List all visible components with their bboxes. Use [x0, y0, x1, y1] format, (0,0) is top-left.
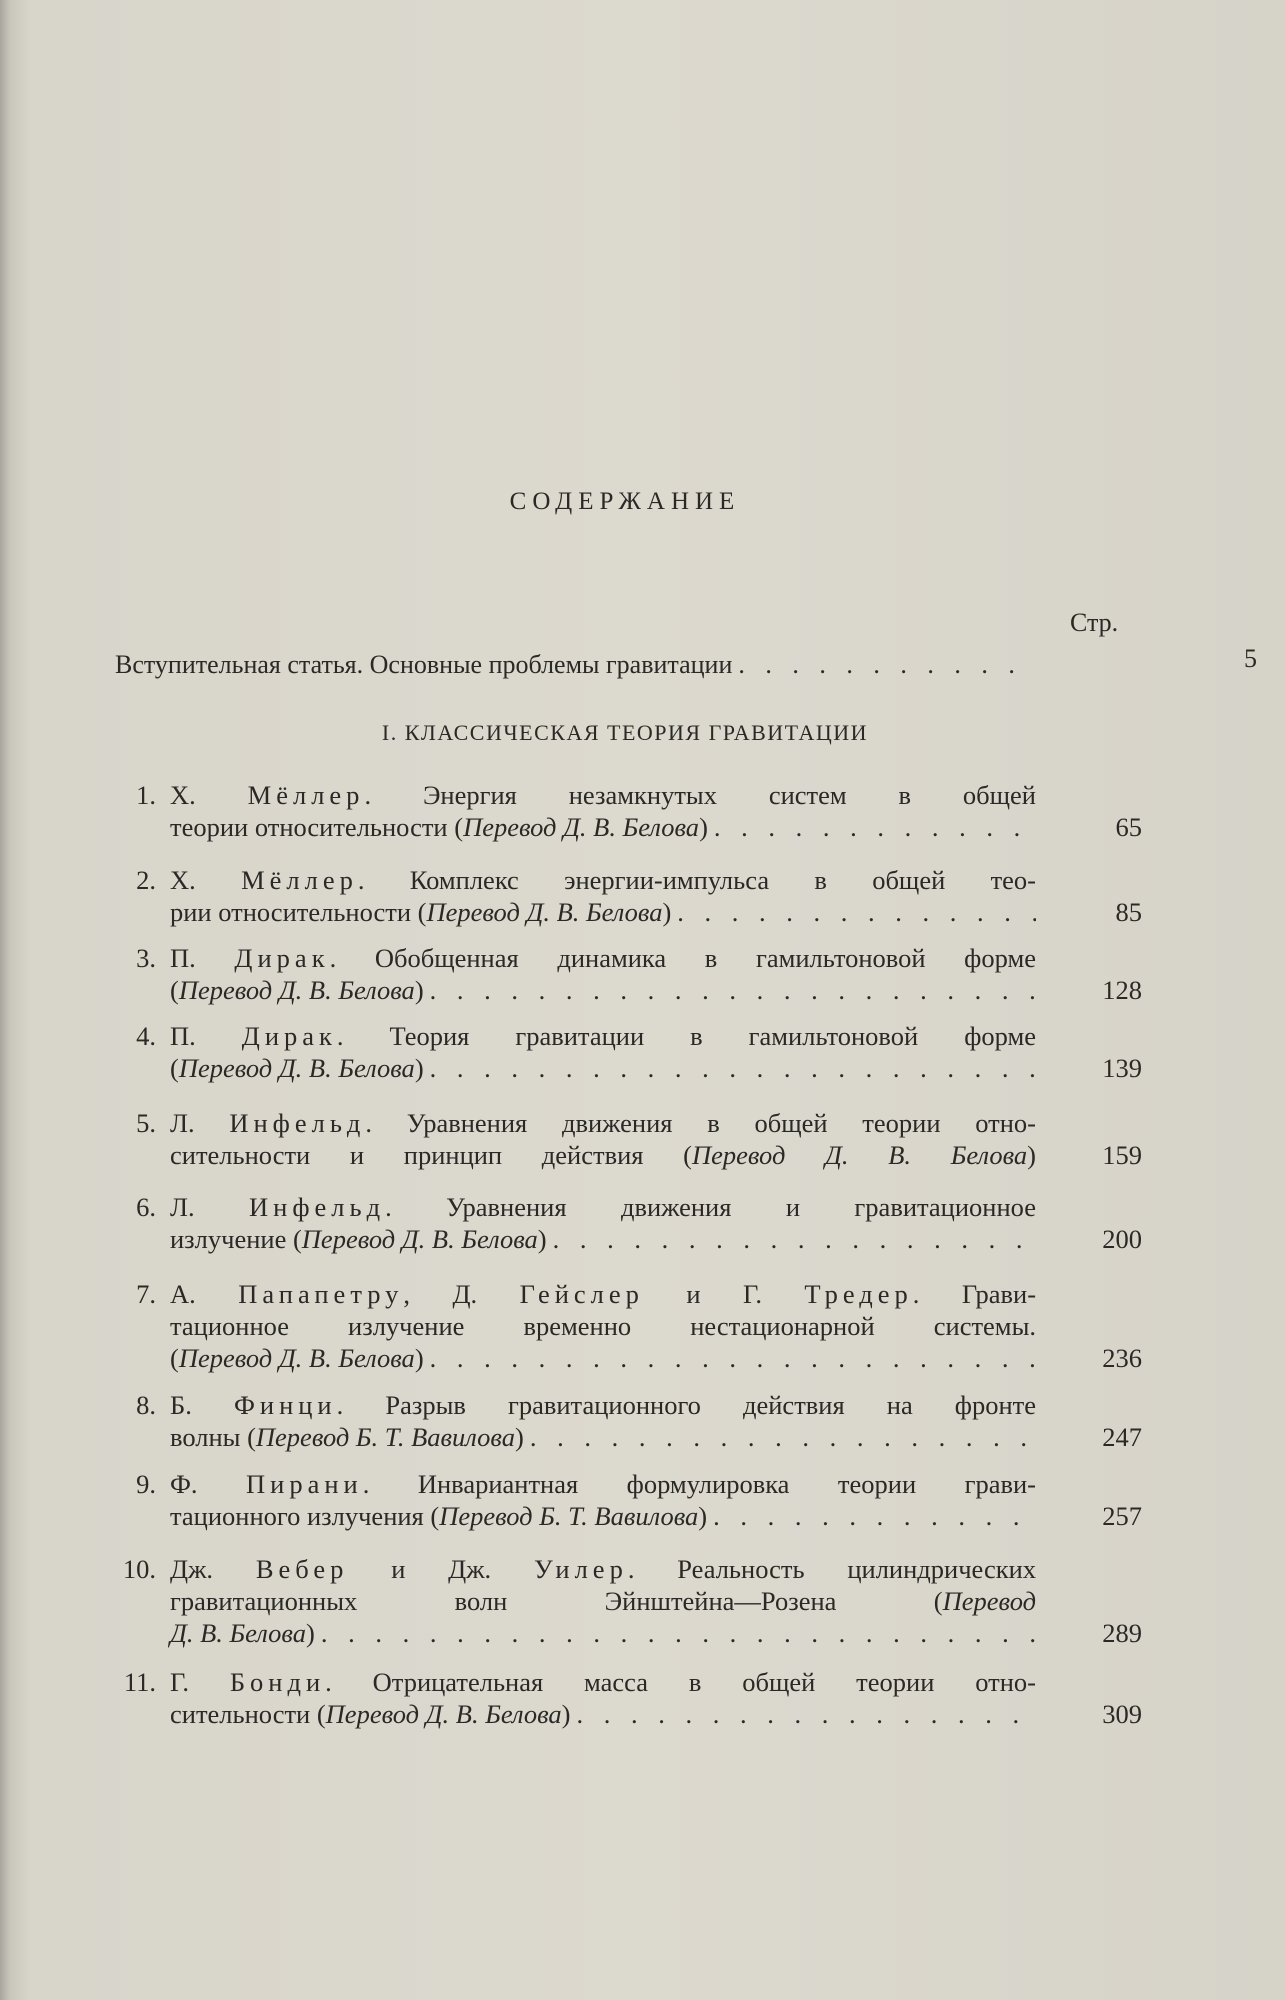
entry-text — [170, 1666, 1036, 1730]
author-name: Дирак — [241, 1021, 337, 1051]
entry-text-segment: ) — [305, 1618, 315, 1648]
entry-text — [170, 864, 1036, 928]
entry-number: 2. — [136, 865, 156, 895]
entry-text-segment: П. — [170, 1021, 242, 1051]
dot-leader — [738, 648, 1035, 682]
entry-number: 3. — [136, 943, 156, 973]
dot-leader — [321, 1617, 1036, 1649]
translator-note: Перевод Д. В. Белова — [325, 1699, 562, 1729]
entry-text — [170, 1553, 1036, 1649]
entry-text-segment: и Дж. — [348, 1554, 534, 1584]
entry-text-segment: излучение ( — [170, 1224, 302, 1254]
entry-text-segment: ( — [170, 975, 179, 1005]
entry-text-segment: тационного излучения ( — [170, 1501, 440, 1531]
entry-line — [170, 1191, 1036, 1223]
page-number: 236 — [1102, 1343, 1142, 1373]
entry-line — [170, 1278, 1036, 1310]
entry-text — [170, 942, 1036, 1006]
entry-text-segment: ) — [515, 1422, 524, 1452]
entry-text-segment: Л. — [170, 1108, 230, 1138]
entry-line — [170, 1223, 1036, 1255]
entry-text-segment: ) — [537, 1224, 547, 1254]
entry-line — [170, 896, 1036, 928]
page-number: 5 — [1244, 644, 1257, 673]
dot-leader — [713, 1500, 1036, 1532]
dot-leader — [430, 1342, 1036, 1374]
entry-text-segment: . Реальность цилиндрических — [627, 1554, 1037, 1584]
entry-line — [170, 942, 1036, 974]
author-name: Гейслер — [519, 1279, 644, 1309]
entry-text-segment: ) — [1027, 1140, 1036, 1170]
entry-text-segment: П. — [170, 943, 235, 973]
entry-text — [170, 1278, 1036, 1374]
entry-line — [170, 1421, 1036, 1453]
entry-line — [170, 1500, 1036, 1532]
entry-line — [170, 811, 1036, 843]
translator-note: Перевод Д. В. Белова — [178, 975, 415, 1005]
entry-number: 1. — [136, 780, 156, 810]
entry-text-segment: Х. — [170, 865, 242, 895]
entry-line — [170, 1468, 1036, 1500]
page-number: 309 — [1102, 1699, 1142, 1729]
translator-note: Перевод Д. В. Белова — [178, 1053, 415, 1083]
author-name: Финци — [233, 1390, 337, 1420]
entry-text-segment: ) — [662, 897, 672, 927]
entry-text-segment: гравитационных волн Эйнштейна—Розена ( — [170, 1586, 943, 1616]
entry-line — [170, 1139, 1036, 1171]
author-name: Бонди — [229, 1667, 326, 1697]
entry-text-segment: , Д. — [403, 1279, 520, 1309]
entry-text — [170, 1468, 1036, 1532]
entry-text-segment: . Уравнения движения и гравитационное — [385, 1192, 1036, 1222]
entry-line — [170, 1389, 1036, 1421]
entry-text — [170, 1020, 1036, 1084]
entry-number: 5. — [136, 1108, 156, 1138]
entry-number: 10. — [122, 1554, 156, 1584]
entry-text-segment: ( — [170, 1343, 179, 1373]
dot-leader — [576, 1698, 1036, 1730]
entry-text-segment: ) — [561, 1699, 571, 1729]
translator-note: Перевод Б. Т. Вавилова — [255, 1422, 515, 1452]
entry-text-segment: . Отрицательная масса в общей теории отно- — [325, 1667, 1036, 1697]
translator-note: Перевод Б. Т. Вавилова — [439, 1501, 699, 1531]
entry-text-segment: Дж. — [170, 1554, 256, 1584]
dot-leader — [677, 896, 1036, 928]
intro-title: Вступительная статья. Основные проблемы гравитации — [115, 650, 733, 679]
translator-note: Перевод — [942, 1586, 1036, 1616]
entry-number: 9. — [136, 1469, 156, 1499]
page-number: 247 — [1102, 1422, 1142, 1452]
entry-number: 7. — [136, 1279, 156, 1309]
dot-leader — [714, 811, 1036, 843]
entry-text-segment: ) — [414, 1053, 424, 1083]
author-name: Тредер — [804, 1279, 913, 1309]
entry-number: 6. — [136, 1192, 156, 1222]
entry-line — [170, 1585, 1036, 1617]
dot-leader — [553, 1223, 1036, 1255]
entry-text-segment: ) — [414, 975, 424, 1005]
author-name: Мёллер — [241, 865, 358, 895]
entry-text-segment: теории относительности ( — [170, 812, 464, 842]
entry-text-segment: сительности ( — [170, 1699, 326, 1729]
entry-line — [170, 779, 1036, 811]
page-title: СОДЕРЖАНИЕ — [509, 488, 741, 515]
entry-text-segment: Б. — [170, 1390, 234, 1420]
page-number: 257 — [1102, 1501, 1142, 1531]
entry-line — [170, 1310, 1036, 1342]
entry-text-segment: . Уравнения движения в общей теории отно- — [365, 1108, 1036, 1138]
entry-line — [170, 1698, 1036, 1730]
page-number: 159 — [1102, 1140, 1142, 1170]
page-number: 200 — [1102, 1224, 1142, 1254]
entry-line — [170, 1020, 1036, 1052]
author-name: Инфельд — [229, 1108, 366, 1138]
entry-line — [170, 974, 1036, 1006]
entry-line — [170, 1617, 1036, 1649]
entry-text-segment: . Инвариантная формулировка теории грави- — [362, 1469, 1037, 1499]
entry-text-segment: и Г. — [643, 1279, 805, 1309]
entry-text-segment: . Комплекс энергии-импульса в общей тео- — [357, 865, 1036, 895]
entry-text-segment: ) — [699, 812, 708, 842]
entry-number: 8. — [136, 1390, 156, 1420]
entry-number: 4. — [136, 1021, 156, 1051]
entry-line — [170, 864, 1036, 896]
entry-text-segment: Х. — [170, 780, 248, 810]
page-number: 65 — [1115, 812, 1142, 842]
entry-number: 11. — [123, 1667, 156, 1697]
entry-text-segment: волны ( — [170, 1422, 256, 1452]
entry-text-segment: тационное излучение временно нестационарной системы. — [170, 1311, 1036, 1341]
entry-text-segment: рии относительности ( — [170, 897, 427, 927]
entry-line — [170, 1553, 1036, 1585]
entry-text-segment: . Разрыв гравитационного действия на фронте — [336, 1390, 1036, 1420]
entry-text — [170, 1389, 1036, 1453]
entry-text-segment: ( — [170, 1053, 179, 1083]
author-name: Инфельд — [249, 1192, 386, 1222]
translator-note: Перевод Д. В. Белова — [301, 1224, 538, 1254]
translator-note: Перевод Д. В. Белова — [463, 812, 700, 842]
translator-note: Перевод Д. В. Белова — [691, 1140, 1028, 1170]
entry-line — [170, 1666, 1036, 1698]
entry-text-segment: Г. — [170, 1667, 230, 1697]
page-number: 289 — [1102, 1618, 1142, 1648]
dot-leader — [530, 1421, 1036, 1453]
author-name: Мёллер — [247, 780, 365, 810]
translator-note: Перевод Д. В. Белова — [178, 1343, 415, 1373]
page-number: 128 — [1102, 975, 1142, 1005]
author-name: Дирак — [234, 943, 330, 973]
page-column-label: Стр. — [1070, 608, 1119, 637]
entry-text-segment: сительности и принцип действия ( — [170, 1140, 692, 1170]
entry-text-segment: . Обобщенная динамика в гамильтоновой форме — [329, 943, 1036, 973]
entry-line — [170, 1107, 1036, 1139]
page-number: 85 — [1115, 897, 1142, 927]
entry-text-segment: ) — [414, 1343, 424, 1373]
author-name: Пирани — [246, 1469, 363, 1499]
translator-note: Перевод Д. В. Белова — [426, 897, 663, 927]
page-number: 139 — [1102, 1053, 1142, 1083]
author-name: Уилер — [533, 1554, 628, 1584]
entry-text-segment: . Теория гравитации в гамильтоновой форме — [336, 1021, 1036, 1051]
entry-line — [170, 1342, 1036, 1374]
entry-text-segment: Ф. — [170, 1469, 247, 1499]
entry-text-segment: ) — [698, 1501, 708, 1531]
author-name: Папапетру — [238, 1279, 404, 1309]
translator-note: Д. В. Белова — [170, 1618, 306, 1648]
author-name: Вебер — [255, 1554, 349, 1584]
entry-text-segment: А. — [170, 1279, 239, 1309]
entry-text-segment: Л. — [170, 1192, 250, 1222]
entry-text — [170, 1191, 1036, 1255]
entry-text — [170, 779, 1036, 843]
section-heading: I. КЛАССИЧЕСКАЯ ТЕОРИЯ ГРАВИТАЦИИ — [381, 720, 869, 745]
entry-text — [170, 1107, 1036, 1171]
dot-leader — [430, 1052, 1036, 1084]
entry-text-segment: . Грави- — [912, 1279, 1037, 1309]
toc-entry-intro — [115, 644, 1257, 682]
dot-leader — [430, 974, 1036, 1006]
entry-text-segment: . Энергия незамкнутых систем в общей — [364, 780, 1036, 810]
entry-line — [170, 1052, 1036, 1084]
